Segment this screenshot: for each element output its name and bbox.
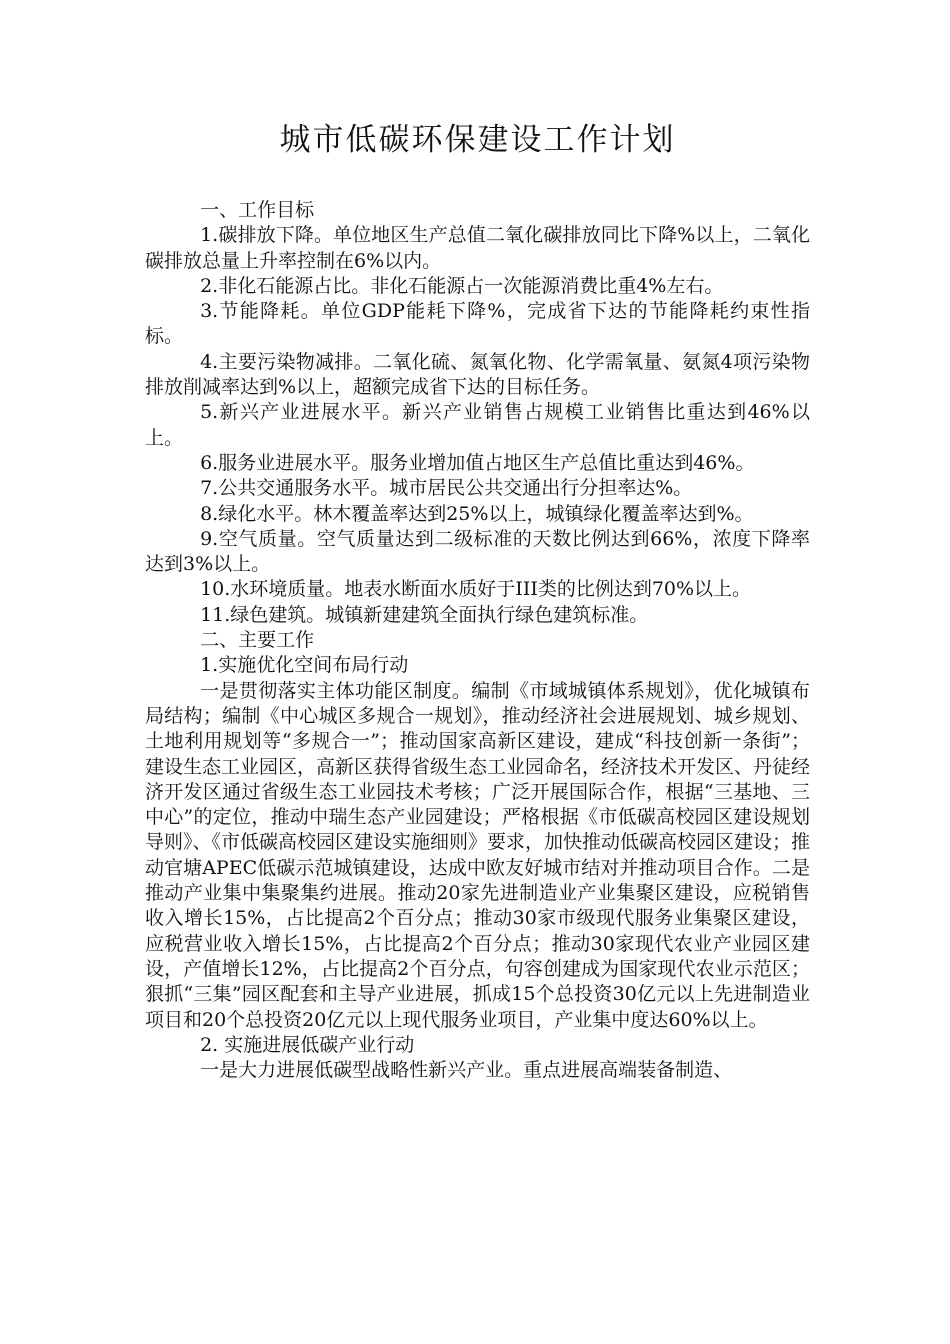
goal-item-8: 8.绿化水平。林木覆盖率达到25%以上，城镇绿化覆盖率达到%。 — [200, 502, 754, 525]
work-paragraph-1: 一是贯彻落实主体功能区制度。编制《市域城镇体系规划》，优化城镇布局结构；编制《中心城区多规合一规划》，推动经济社会进展规划、城乡规划、土地利用规划等“多规合一”；推动国家高新区建设，建成“科技创新一条街”；建设生态工业园区，高新区获得省级生态工业园命名，经济技术开发区、丹徒经济开发区通过省级生态工业园技术考核；广泛开展国际合作，根据“三基地、三中心”的定位，推动中瑞生态产业园建设；严格根据《市低碳高校园区建设规划导则》、《市低碳高校园区建设实施细则》要求，加快推动低碳高校园区建设；推动官塘APEC低碳示范城镇建设，达成中欧友好城市结对并推动项目合作。二是推动产业集中集聚集约进展。推动20家先进制造业产业集聚区建设，应税销售收入增长15%，占比提高2个百分点；推动30家市级现代服务业集聚区建设，应税营业收入增长15%，占比提高2个百分点；推动30家现代农业产业园区建设，产值增长12%，占比提高2个百分点，句容创建成为国家现代农业示范区；狠抓“三集”园区配套和主导产业进展，抓成15个总投资30亿元以上先进制造业项目和20个总投资20亿元以上现代服务业项目，产业集中度达60%以上。 — [145, 679, 811, 1031]
section-heading-goals: 一、工作目标 — [200, 199, 315, 221]
goal-item-5: 5.新兴产业进展水平。新兴产业销售占规模工业销售比重达到46%以上。 — [145, 401, 810, 449]
work-paragraph-2: 一是大力进展低碳型战略性新兴产业。重点进展高端装备制造、 — [200, 1059, 733, 1082]
goal-item-2: 2.非化石能源占比。非化石能源占一次能源消费比重4%左右。 — [200, 274, 724, 297]
work-subheading-2: 2. 实施进展低碳产业行动 — [200, 1033, 415, 1056]
document-body — [145, 198, 810, 1083]
goal-item-3: 3.节能降耗。单位GDP能耗下降%，完成省下达的节能降耗约束性指标。 — [145, 300, 810, 348]
document-title: 城市低碳环保建设工作计划 — [279, 122, 676, 158]
section-heading-main-work: 二、主要工作 — [200, 629, 315, 652]
goal-item-4: 4.主要污染物减排。二氧化硫、氮氧化物、化学需氧量、氨氮4项污染物排放削减率达到%以上，超额完成省下达的目标任务。 — [145, 350, 810, 399]
goal-item-9: 9.空气质量。空气质量达到二级标准的天数比例达到66%，浓度下降率达到3%以上。 — [145, 527, 810, 576]
document-page — [145, 118, 810, 1083]
goal-item-10: 10.水环境质量。地表水断面水质好于III类的比例达到70%以上。 — [200, 578, 752, 601]
goal-item-11: 11.绿色建筑。城镇新建建筑全面执行绿色建筑标准。 — [200, 603, 649, 626]
goal-item-6: 6.服务业进展水平。服务业增加值占地区生产总值比重达到46%。 — [200, 451, 755, 474]
goal-item-7: 7.公共交通服务水平。城市居民公共交通出行分担率达%。 — [200, 477, 693, 500]
work-subheading-1: 1.实施优化空间布局行动 — [200, 654, 409, 677]
goal-item-1: 1.碳排放下降。单位地区生产总值二氧化碳排放同比下降%以上，二氧化碳排放总量上升率控制在6%以内。 — [145, 224, 810, 272]
